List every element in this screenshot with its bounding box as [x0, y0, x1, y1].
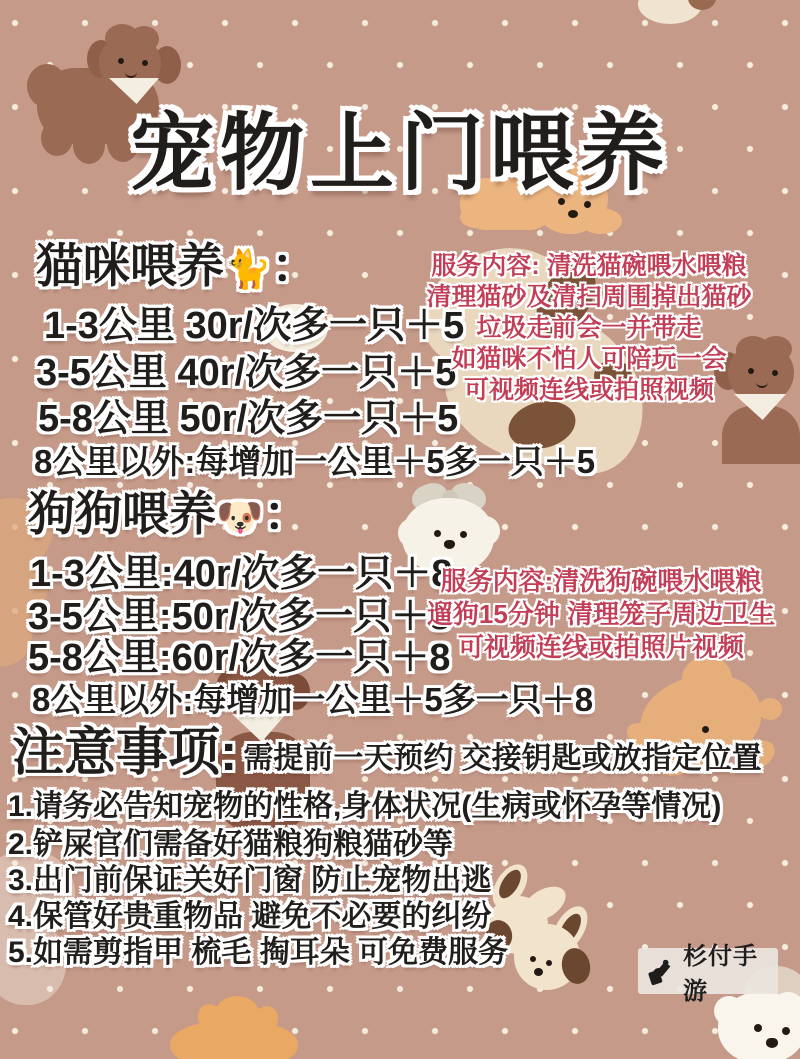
- page-title: 宠物上门喂养: [129, 106, 670, 200]
- notes-item: 4.保管好贵重物品 避免不必要的纠纷: [8, 900, 492, 933]
- cat-service-line: 垃圾走前会一并带走: [476, 314, 702, 342]
- dog-icon: 🐶: [216, 497, 264, 539]
- dog-service-description: [404, 565, 798, 664]
- cream-blob-top-illustration: [638, 0, 724, 24]
- cat-price-row: 8公里以外:每增加一公里＋5多一只＋5: [34, 443, 596, 480]
- notes-subtitle: 需提前一天预约 交接钥匙或放指定位置: [243, 742, 762, 775]
- cat-service-description: [380, 251, 798, 406]
- cat-price-row: 1-3公里 30r/次多一只＋5: [44, 305, 465, 347]
- notes-item: 2.铲屎官们需备好猫粮狗粮猫砂等: [8, 828, 454, 861]
- notes-item: 5.如需剪指甲 梳毛 掏耳朵 可免费服务: [8, 936, 509, 969]
- watermark-label: 杉付手游: [683, 943, 758, 1005]
- cat-price-row: 3-5公里 40r/次多一只＋5: [36, 352, 457, 394]
- dog-price-row: 8公里以外:每增加一公里＋5多一只＋8: [32, 681, 594, 718]
- cat-service-line: 如猫咪不怕人可陪玩一会: [451, 345, 727, 373]
- dog-section-heading: [28, 477, 310, 544]
- dog-price-row: 3-5公里:50r/次多一只＋8: [28, 596, 451, 638]
- dog-price-row: 1-3公里:40r/次多一只＋8: [30, 553, 453, 595]
- cat-heading-label: 猫咪喂养: [36, 239, 224, 292]
- watermark-badge: [638, 943, 778, 1005]
- cat-price-row: 5-8公里 50r/次多一只＋5: [38, 398, 459, 440]
- cat-service-line: 服务内容: 清洗猫碗喂水喂粮: [431, 252, 747, 280]
- dog-heading-label: 狗狗喂养: [28, 487, 216, 540]
- notes-heading-row: [12, 710, 762, 785]
- dog-price-row: 5-8公里:60r/次多一只＋8: [28, 637, 451, 679]
- cat-section-heading: [36, 229, 318, 296]
- dog-service-line: 遛狗15分钟 清理笼子周边卫生: [426, 599, 776, 629]
- cat-icon: 🐈: [224, 249, 272, 291]
- notes-item: 3.出门前保证关好门窗 防止宠物出逃: [8, 864, 492, 897]
- dog-service-line: 可视频连线或拍照片视频: [457, 632, 744, 662]
- hand-holding-card-icon: [646, 956, 676, 986]
- notes-item: 1.请务必告知宠物的性格,身体状况(生病或怀孕等情况): [8, 790, 722, 823]
- cat-heading-colon: ：: [271, 239, 319, 292]
- dog-service-line: 服务内容:清洗狗碗喂水喂粮: [440, 566, 762, 596]
- dog-heading-colon: ：: [263, 487, 311, 540]
- cat-service-line: 可视频连线或拍照视频: [463, 376, 714, 404]
- orange-dog-bottom-illustration: [170, 996, 300, 1059]
- cat-service-line: 清理猫砂及清扫周围掉出猫砂: [426, 283, 752, 311]
- notes-heading: 注意事项:: [12, 724, 238, 782]
